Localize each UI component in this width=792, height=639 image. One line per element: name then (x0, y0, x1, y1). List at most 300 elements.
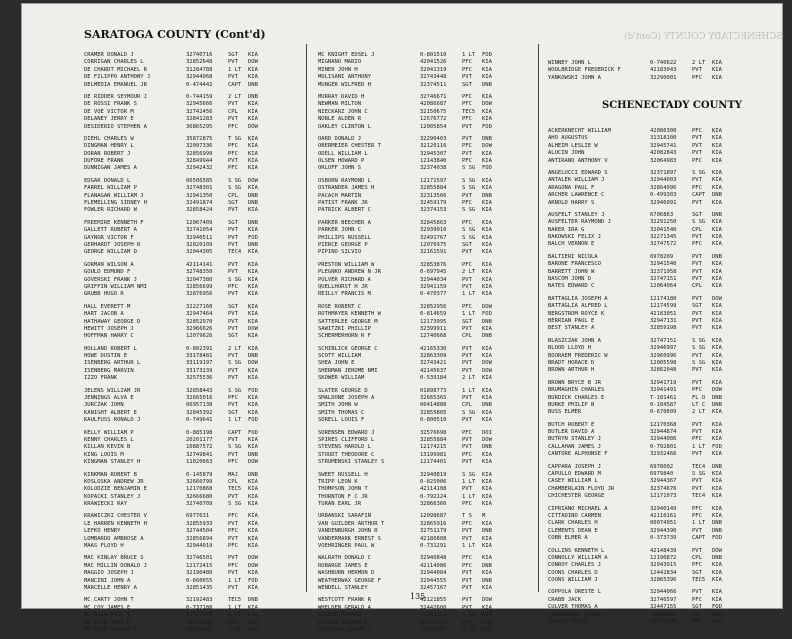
rank: PFC (692, 562, 702, 569)
status-code: KIA (482, 353, 492, 360)
serial-number: 32744504 (186, 528, 213, 535)
rank: PVT (692, 451, 702, 458)
status-code: DOW (248, 562, 258, 569)
casualty-row (318, 52, 500, 59)
serial-number: 10887572 (186, 444, 213, 451)
rank: 2 LT (228, 93, 242, 100)
serial-number: 32741054 (186, 227, 213, 234)
status-code: M (482, 513, 486, 520)
casualty-row (84, 326, 266, 333)
status-code: DOW (248, 59, 258, 66)
rank: S SG (228, 276, 242, 283)
soldier-name: MUNGER WILFRED H (318, 81, 371, 88)
soldier-name: VOEHRINGER PAUL W (318, 543, 375, 550)
rank: PVT (228, 261, 238, 268)
casualty-row (318, 597, 500, 604)
status-code: KIA (248, 493, 258, 500)
casualty-row (84, 368, 266, 375)
rank: PVT (228, 234, 238, 241)
soldier-name: FREEMIRE KENNETH F (84, 219, 144, 226)
soldier-name: BARONE FRANCESCO (548, 261, 601, 268)
rank: 1 LT (462, 543, 476, 550)
soldier-name: URBANSKI SARAFIN (318, 513, 371, 520)
status-code: KIA (482, 570, 492, 577)
serial-number: 32290403 (420, 135, 447, 142)
serial-number: 32944066 (650, 589, 677, 596)
casualty-row (84, 528, 266, 535)
status-code: KIA (712, 241, 722, 248)
rank: CAPT (692, 192, 706, 199)
casualty-row (318, 124, 500, 131)
serial-number: 32944084 (420, 570, 447, 577)
status-code: KIA (248, 269, 258, 276)
serial-number: 32944086 (650, 436, 677, 443)
soldier-name: TRIPP LEON K (318, 478, 358, 485)
soldier-name: CLARK CHARLES H (548, 520, 598, 527)
serial-number: 42121855 (420, 597, 447, 604)
status-code: KIA (712, 150, 722, 157)
column-divider (306, 44, 307, 592)
status-code: KIA (482, 612, 492, 619)
casualty-row (84, 620, 266, 627)
column-divider (538, 44, 539, 592)
soldier-name: HOLLAND ROBERT L (84, 345, 137, 352)
serial-number: 31317098 (186, 612, 213, 619)
rank: PVT (692, 611, 702, 618)
rank: PVT (228, 451, 238, 458)
serial-number: 32852648 (186, 59, 213, 66)
soldier-name: CRABB JACK (548, 596, 582, 603)
entry-group (318, 555, 500, 592)
soldier-name: BATTAGLIA ALFRED L (548, 303, 608, 310)
status-code: DNB (482, 135, 492, 142)
status-code: KIA (482, 478, 492, 485)
soldier-name: GAYNOR VICTOR F (84, 234, 134, 241)
serial-number: 32966626 (186, 325, 213, 332)
entry-group (548, 254, 730, 291)
soldier-name: SHERMAN JEROME NMI (318, 367, 378, 374)
serial-number: 32863309 (420, 353, 447, 360)
casualty-row (548, 409, 730, 416)
soldier-name: WALRATH DONALD C (318, 555, 371, 562)
status-code: KIA (712, 128, 722, 134)
status-code: KIA (712, 74, 722, 81)
status-code: KIA (482, 471, 492, 478)
rank: PVT (692, 67, 702, 74)
entry-group (548, 128, 730, 165)
status-code: DOW (482, 367, 492, 374)
serial-number: 0-499303 (650, 192, 677, 199)
status-code: KIA (248, 261, 258, 268)
status-code: KIA (248, 135, 258, 142)
status-code: KIA (482, 345, 492, 352)
soldier-name: MC GIRR JOHN H (84, 619, 131, 626)
soldier-name: KOLODZIE BENJAMIN E (84, 486, 147, 493)
serial-number: 32940848 (420, 555, 447, 562)
soldier-name: CAPULLO EDWARD M (548, 471, 601, 478)
status-code: KIA (248, 185, 258, 192)
status-code: KIA (482, 93, 492, 100)
serial-number: 42041526 (420, 59, 447, 66)
rank: PVT (228, 291, 238, 298)
soldier-name: CIPRIANO MICHAEL A (548, 505, 608, 512)
soldier-name: MC GHAN PAUL V (84, 612, 131, 619)
rank: PVT (692, 379, 702, 386)
casualty-row (84, 158, 266, 165)
casualty-row (318, 319, 500, 326)
casualty-row (548, 444, 730, 451)
serial-number: 32853876 (420, 261, 447, 268)
casualty-row (84, 521, 266, 528)
serial-number: 0-670609 (650, 409, 677, 416)
soldier-name: OAKLEY CLINTON L (318, 123, 371, 130)
rank: PFC (692, 241, 702, 248)
serial-number: 0-801510 (420, 52, 447, 58)
column-3-bottom (548, 128, 730, 631)
rank: PVT (692, 589, 702, 596)
serial-number: T-181461 (650, 394, 677, 401)
status-code: KIA (482, 493, 492, 500)
rank: 2 LT (462, 375, 476, 382)
casualty-row (84, 417, 266, 424)
soldier-name: WASHBURN HERMON D (318, 570, 375, 577)
rank: PVT (692, 367, 702, 374)
rank: 1 LT (462, 478, 476, 485)
status-code: DNB (482, 333, 492, 340)
casualty-row (84, 319, 266, 326)
casualty-row (84, 242, 266, 249)
soldier-name: BLASZCZAK JOHN A (548, 337, 601, 344)
status-code: KIA (712, 577, 722, 584)
rank: 1 LT (692, 520, 706, 527)
serial-number: 32666680 (186, 493, 213, 500)
soldier-name: BROWN ARTHUR H (548, 367, 595, 374)
casualty-row (84, 360, 266, 367)
rank: PFC (692, 387, 702, 394)
soldier-name: GALLETT ROBERT A (84, 227, 137, 234)
soldier-name: KINGMAN STANLEY H (84, 459, 141, 466)
casualty-row (84, 627, 266, 634)
rank: PFC (462, 101, 472, 108)
rank: PVT (692, 135, 702, 142)
casualty-row (318, 368, 500, 375)
soldier-name: SMALDONE JOSEPH A (318, 395, 375, 402)
soldier-name: CZERWINSKI STEVE S (548, 611, 608, 618)
serial-number: 12174180 (650, 295, 677, 302)
status-code: KIA (248, 276, 258, 283)
casualty-row (84, 570, 266, 577)
rank: PVT (462, 249, 472, 256)
rank: PVT (462, 535, 472, 542)
soldier-name: ORLOFF JOHN S (318, 165, 362, 172)
serial-number: 32941540 (650, 261, 677, 268)
casualty-row (318, 395, 500, 402)
rank: PFC (462, 562, 472, 569)
rank: PFC (228, 283, 238, 290)
status-code: KIA (712, 169, 722, 176)
rank: PVT (462, 345, 472, 352)
soldier-name: ARCHER LAWRENCE C (548, 192, 605, 199)
casualty-row (318, 627, 500, 634)
casualty-row (548, 395, 730, 402)
soldier-name: WILDER HOWARD L (318, 619, 368, 626)
serial-number: 36865295 (186, 123, 213, 130)
soldier-name: JURCZAK JOHN (84, 402, 124, 409)
soldier-name: HOFFMAN HARRY C (84, 333, 134, 340)
casualty-row (548, 555, 730, 562)
status-code: KIA (248, 291, 258, 298)
serial-number: 32865916 (420, 520, 447, 527)
status-code: KIA (712, 409, 722, 416)
casualty-row (318, 388, 500, 395)
rank: S SG (462, 165, 476, 172)
soldier-name: PLEGNKO ANDREW N JR (318, 269, 381, 276)
casualty-row (548, 338, 730, 345)
serial-number: 32858443 (186, 387, 213, 394)
rank: PVT (228, 520, 238, 527)
casualty-row (548, 185, 730, 192)
status-code: KIA (712, 219, 722, 226)
serial-number: 42114141 (186, 261, 213, 268)
serial-number: 0-885198 (186, 429, 213, 436)
serial-number: 32746501 (186, 555, 213, 562)
status-code: KIA (712, 345, 722, 352)
status-code: KIA (712, 596, 722, 603)
serial-number: 0-744159 (186, 93, 213, 100)
status-code: KIA (712, 478, 722, 485)
serial-number: 32944367 (650, 478, 677, 485)
entry-group (84, 513, 266, 550)
serial-number: 32746671 (420, 93, 447, 100)
casualty-row (548, 345, 730, 352)
soldier-name: BLOOD LLOYD H (548, 345, 592, 352)
casualty-row (548, 589, 730, 596)
status-code: KIA (248, 158, 258, 165)
status-code: FOD (248, 234, 258, 241)
rank: 1 LT (462, 387, 476, 394)
rank: SGT (692, 211, 702, 218)
rank: PFC (462, 66, 472, 73)
casualty-row (318, 375, 500, 382)
casualty-row (84, 269, 266, 276)
status-code: KIA (712, 325, 722, 332)
status-code: KIA (482, 59, 492, 66)
soldier-name: KAULFUSS RONALD J (84, 417, 141, 424)
casualty-row (548, 464, 730, 471)
serial-number: 32944390 (650, 527, 677, 534)
serial-number: 6977631 (186, 513, 210, 520)
casualty-row (318, 402, 500, 409)
soldier-name: REILLY FRANCIS M (318, 291, 371, 298)
serial-number: 32575536 (186, 375, 213, 382)
status-code: KIA (712, 337, 722, 344)
rank: PVT (462, 417, 472, 424)
casualty-row (318, 151, 500, 158)
soldier-name: SCHERMERHORN R F (318, 333, 371, 340)
rank: S SG (692, 169, 706, 176)
casualty-row (548, 177, 730, 184)
status-code: DNB (248, 192, 258, 199)
rank: PFC (462, 501, 472, 508)
status-code: KIA (482, 387, 492, 394)
status-code: DOW (482, 101, 492, 108)
soldier-name: MC KNIGHT EDSEL J (318, 52, 375, 58)
status-code: DOW (482, 597, 492, 604)
soldier-name: PATRICK ALBERT C (318, 207, 371, 214)
soldier-name: SLATER GEORGE D (318, 387, 368, 394)
rank: TEC5 (228, 597, 242, 604)
rank: PFC (692, 436, 702, 443)
status-code: DOW (248, 123, 258, 130)
soldier-name: KRAWIECKI RAY (84, 501, 128, 508)
serial-number: 32064983 (650, 157, 677, 164)
soldier-name: ALUCIN JOHN (548, 150, 585, 157)
status-code: DNB (712, 394, 722, 401)
rank: S SG (462, 234, 476, 241)
rank: SGT (228, 200, 238, 207)
soldier-name: WINNEY JOHN L (548, 60, 592, 66)
serial-number: 32856894 (186, 535, 213, 542)
status-code: DOW (482, 360, 492, 367)
soldier-name: DELMEDIA EMANUEL JR (84, 81, 147, 88)
serial-number: 0-749641 (186, 417, 213, 424)
casualty-row (548, 128, 730, 135)
entry-group (84, 388, 266, 425)
serial-number: 32866360 (420, 501, 447, 508)
casualty-row (84, 52, 266, 59)
entry-group (84, 178, 266, 215)
serial-number: 32945741 (650, 142, 677, 149)
serial-number: 32946997 (650, 345, 677, 352)
soldier-name: FLANAGAN WILLIAM J (84, 192, 144, 199)
rank: PVT (228, 207, 238, 214)
status-code: FOD (248, 429, 258, 436)
status-code: FOD (482, 123, 492, 130)
status-code: KIA (248, 535, 258, 542)
soldier-name: WOOLBRIDGE FREDERICK F (548, 67, 621, 74)
entry-group (84, 555, 266, 592)
casualty-row (84, 563, 266, 570)
casualty-row (84, 262, 266, 269)
rank: PVT (228, 436, 238, 443)
casualty-row (318, 486, 500, 493)
serial-number: 12005598 (650, 359, 677, 366)
serial-number: 42183051 (650, 310, 677, 317)
casualty-row (84, 555, 266, 562)
entry-group (84, 52, 266, 89)
casualty-row (318, 193, 500, 200)
soldier-name: ANTALEK WILLIAM J (548, 177, 605, 184)
rank: S SG (228, 501, 242, 508)
casualty-row (84, 101, 266, 108)
status-code: DOW (248, 459, 258, 466)
rank: CPL (228, 108, 238, 115)
rank: PVT (692, 527, 702, 534)
entry-group (318, 178, 500, 215)
casualty-row (548, 135, 730, 142)
soldier-name: MARCELLE HENRY A (84, 585, 137, 591)
soldier-name: ROBARGE JAMES E (318, 562, 368, 569)
status-code: KIA (482, 619, 492, 626)
rank: PVT (692, 268, 702, 275)
casualty-row (84, 200, 266, 207)
rank: PVT (462, 325, 472, 332)
serial-number: 32852970 (186, 318, 213, 325)
serial-number: 32746115 (420, 619, 447, 626)
serial-number: 32457167 (420, 585, 447, 591)
entry-group (548, 506, 730, 543)
soldier-name: GEORGE WILLIAM D (84, 249, 137, 256)
rank: 1 LT (462, 311, 476, 318)
rank: CPL (228, 478, 238, 485)
status-code: KIA (248, 227, 258, 234)
rank: S SG (228, 444, 242, 451)
rank: PFC (228, 513, 238, 520)
rank: PFC (228, 562, 238, 569)
status-code: KIA (248, 101, 258, 108)
rank: CPL (462, 402, 472, 409)
casualty-row (84, 124, 266, 131)
soldier-name: DINGMAN HENRY L (84, 143, 134, 150)
serial-number: 32939010 (420, 227, 447, 234)
serial-number: 32120116 (420, 143, 447, 150)
casualty-row (548, 570, 730, 577)
casualty-row (318, 304, 500, 311)
casualty-row (318, 570, 500, 577)
status-code: KIA (248, 395, 258, 402)
status-code: DNB (482, 577, 492, 584)
serial-number: 32447155 (650, 604, 677, 611)
soldier-name: ALHEIM LESLIE W (548, 142, 598, 149)
soldier-name: WILLIAMS RALPH L (318, 626, 371, 633)
casualty-row (548, 283, 730, 290)
casualty-row (548, 577, 730, 584)
serial-number: 33119197 (186, 360, 213, 367)
entry-group (548, 170, 730, 207)
serial-number: 12096357 (420, 626, 447, 633)
entry-group (84, 430, 266, 467)
serial-number: 12174599 (650, 303, 677, 310)
soldier-name: DE ROSSI FRANK S (84, 101, 137, 108)
serial-number: 32855884 (420, 436, 447, 443)
casualty-row (84, 430, 266, 437)
status-code: KIA (482, 66, 492, 73)
soldier-name: CASEY WILLIAM L (548, 478, 598, 485)
serial-number: 32442600 (420, 604, 447, 611)
casualty-row (318, 536, 500, 543)
rank: FL O (692, 394, 706, 401)
serial-number: 12074628 (186, 619, 213, 626)
soldier-name: CULVER THOMAS A (548, 604, 598, 611)
entry-group (548, 296, 730, 333)
soldier-name: WILBUR HOWARD (318, 612, 362, 619)
status-code: KIA (248, 402, 258, 409)
serial-number: 32190480 (186, 570, 213, 577)
rank: PFC (692, 512, 702, 519)
casualty-row (318, 242, 500, 249)
status-code: KIA (482, 535, 492, 542)
status-code: FOD (482, 52, 492, 58)
status-code: KIA (482, 626, 492, 633)
status-code: DOW (712, 295, 722, 302)
casualty-row (84, 227, 266, 234)
casualty-row (318, 207, 500, 214)
rank: T SG (462, 612, 476, 619)
county2-heading: SCHENECTADY COUNTY (602, 100, 743, 111)
status-code: KIA (712, 569, 722, 576)
soldier-name: HALL EVERETT M (84, 303, 131, 310)
rank: 2 LT (228, 345, 242, 352)
